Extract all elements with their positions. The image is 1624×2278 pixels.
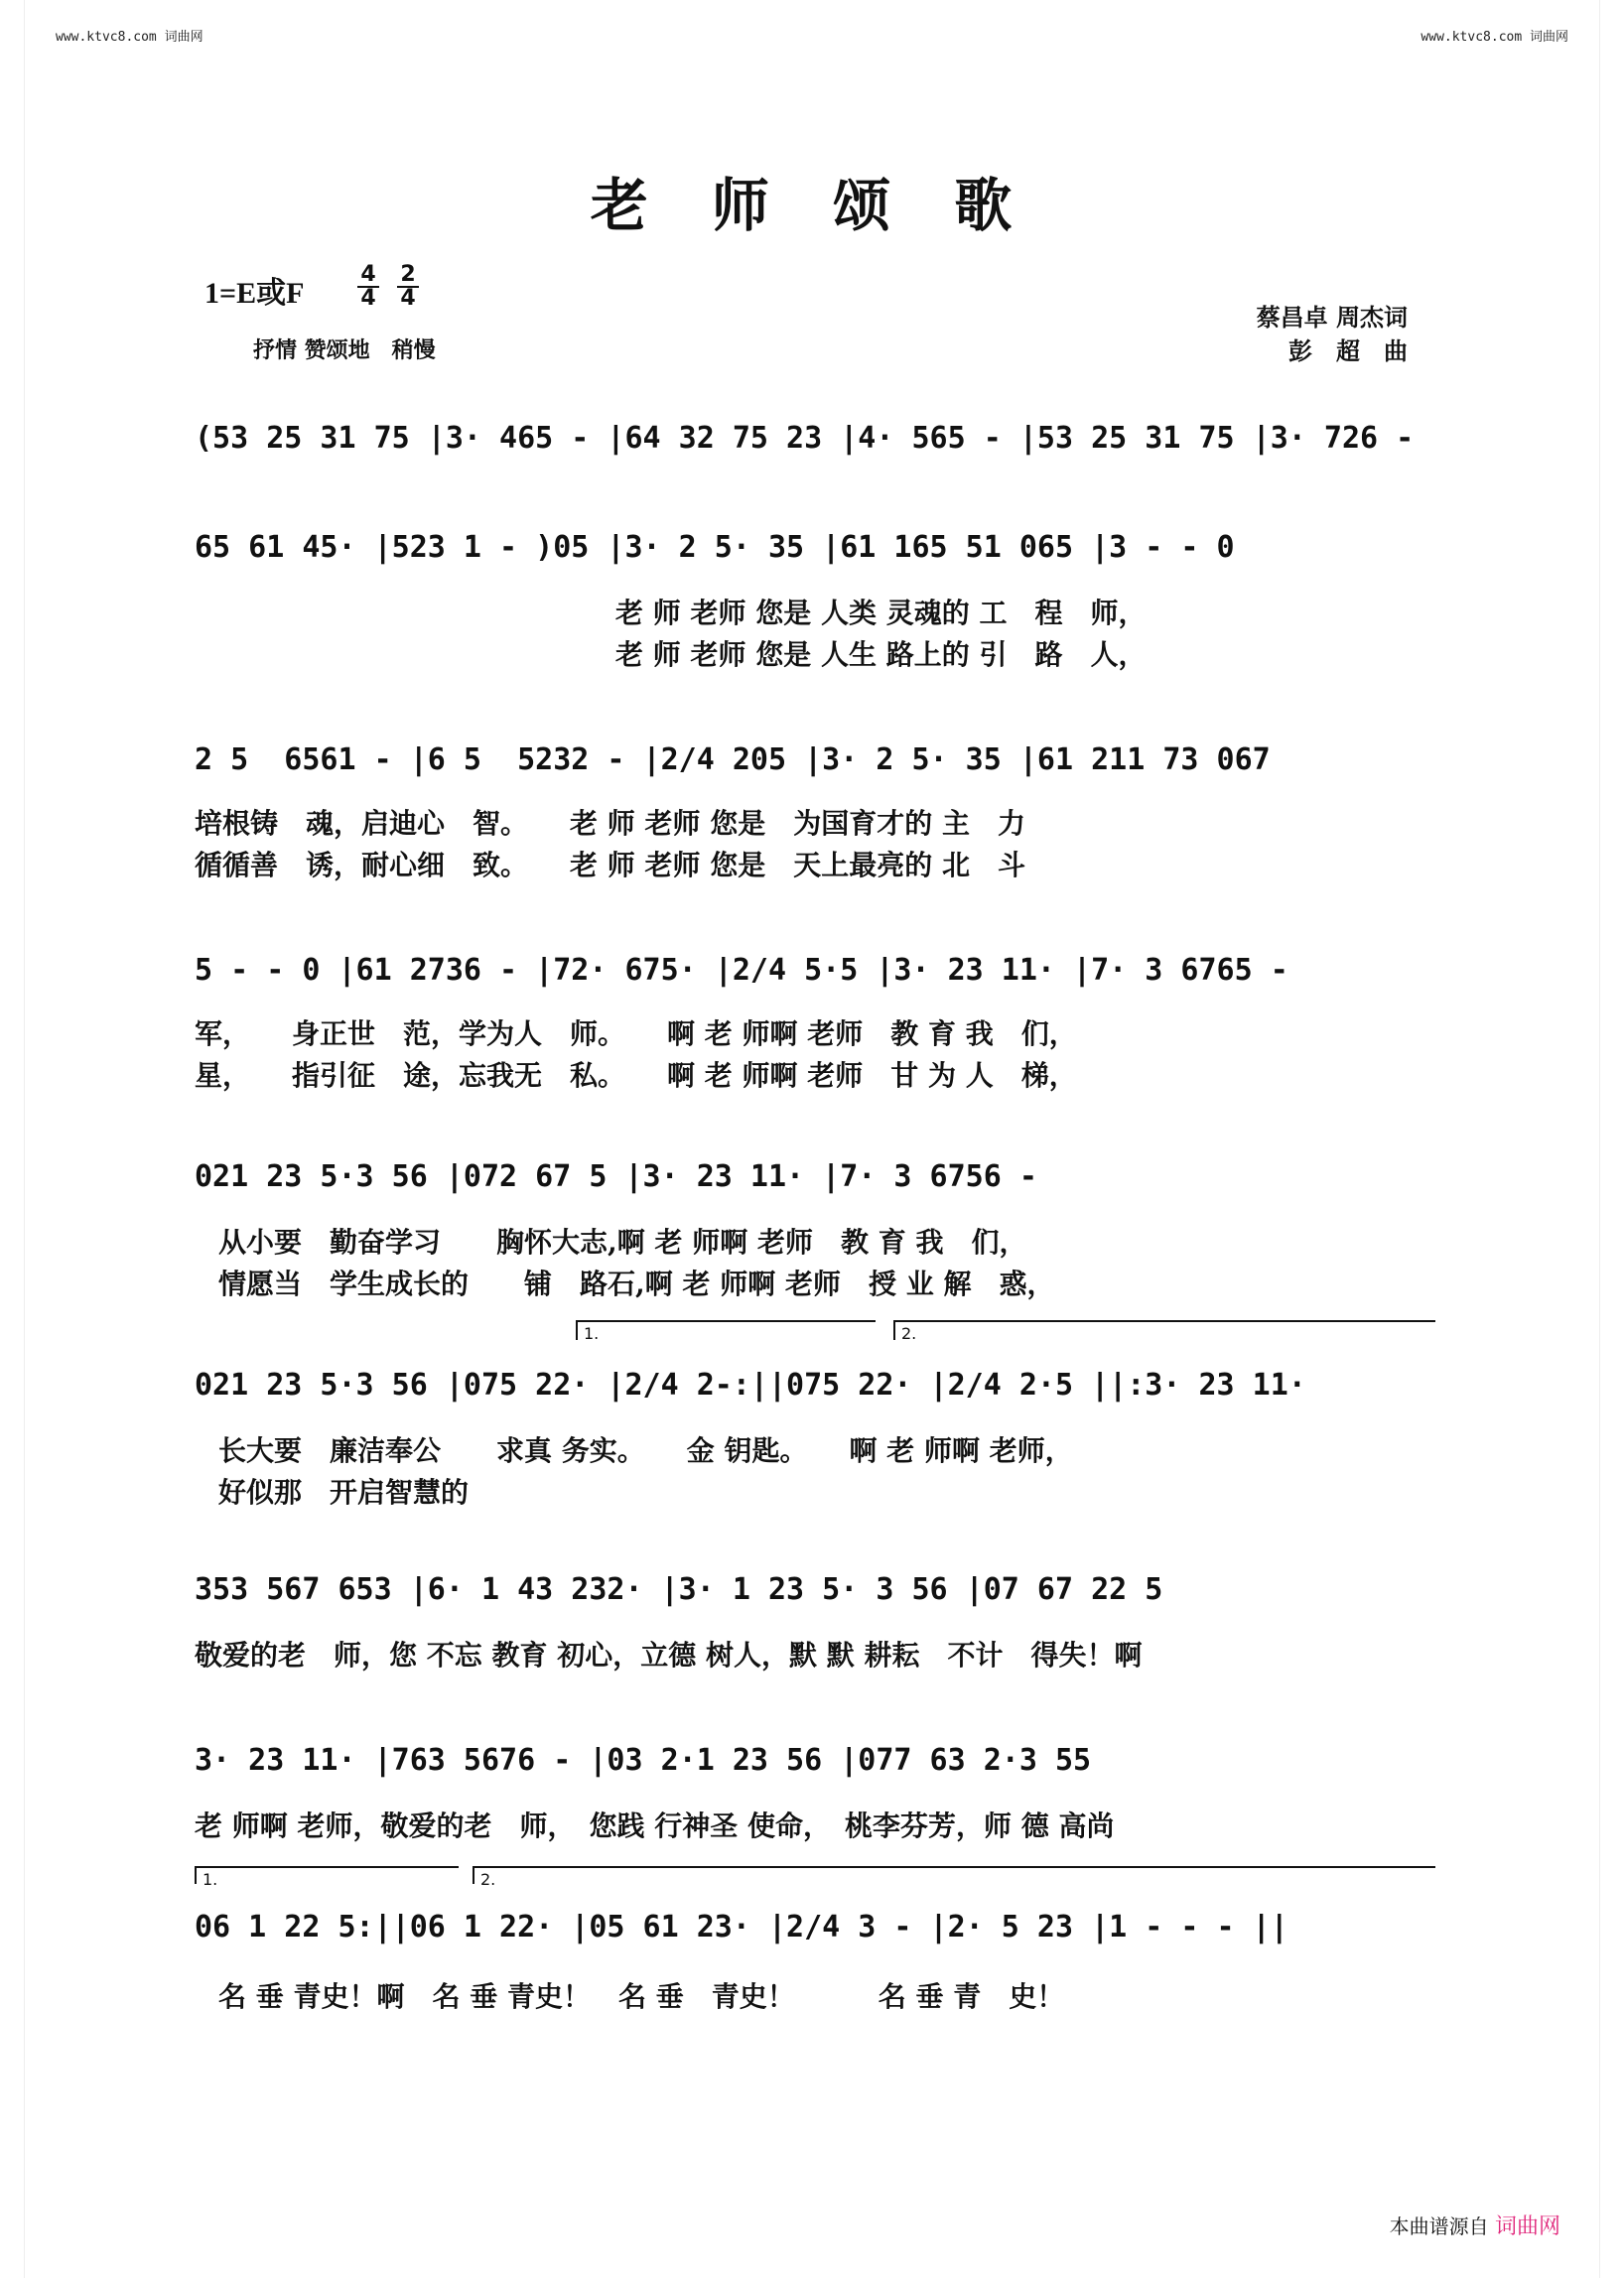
left-margin-strip [0, 0, 25, 2278]
volta-1-label: 1. [584, 1324, 600, 1343]
lyric-line-2b: 老 师 老师 您是 人生 路上的 引 路 人， [615, 638, 1147, 671]
lyric-line-6b: 好似那 开启智慧的 [218, 1476, 470, 1509]
lyric-line-6a: 长大要 廉洁奉公 求真 务实。 金 钥匙。 啊 老 师啊 老师， [218, 1434, 1073, 1467]
time-signature-1 [357, 264, 379, 310]
volta-end-1-label: 1. [203, 1870, 218, 1889]
time-signature-2-bottom: 4 [400, 286, 416, 311]
lyric-line-3b: 循循善 诱，耐心细 致。 老 师 老师 您是 天上最亮的 北 斗 [195, 849, 1025, 881]
header-site-left[interactable]: www.ktvc8.com 词曲网 [56, 30, 203, 45]
lyric-line-5a: 从小要 勤奋学习 胸怀大志,啊 老 师啊 老师 教 育 我 们， [218, 1226, 1027, 1259]
lyric-line-5b: 情愿当 学生成长的 铺 路石,啊 老 师啊 老师 授 业 解 惑， [218, 1268, 1055, 1300]
footer-source [1390, 2210, 1560, 2240]
lyricist-credit: 蔡昌卓 周杰词 [1256, 304, 1408, 332]
score-line-1: (53 25 31 75 |3· 465 - |64 32 75 23 |4· 565 - |53 25 31 75 |3· 726 - [195, 421, 1415, 456]
time-signature-1-top: 4 [357, 264, 379, 288]
lyric-line-4b: 星， 指引征 途，忘我无 私。 啊 老 师啊 老师 甘 为 人 梯， [195, 1059, 1077, 1092]
composer-credit: 彭 超 曲 [1288, 337, 1408, 365]
footer-brand-link[interactable]: 词曲网 [1494, 2214, 1560, 2239]
time-signature-2-top: 2 [397, 264, 419, 288]
score-line-6: 021 23 5·3 56 |075 22· |2/4 2-:||075 22· |2/4 2·5 ||:3· 23 11· [195, 1368, 1306, 1403]
tempo-marking: 抒情 赞颂地 稍慢 [253, 338, 436, 363]
header-site-right[interactable]: www.ktvc8.com 词曲网 [1421, 30, 1568, 45]
lyric-line-9: 名 垂 青史！啊 名 垂 青史！ 名 垂 青史！ 名 垂 青 史！ [218, 1980, 1065, 2013]
time-signature-2 [397, 264, 419, 310]
lyric-line-3a: 培根铸 魂，启迪心 智。 老 师 老师 您是 为国育才的 主 力 [195, 807, 1025, 840]
volta-end-1-bracket [195, 1866, 459, 1889]
footer-source-text: 本曲谱源自 [1389, 2214, 1489, 2238]
score-line-2: 65 61 45· |523 1 - )05 |3· 2 5· 35 |61 165 51 065 |3 - - 0 [195, 530, 1235, 565]
score-line-9: 06 1 22 5:||06 1 22· |05 61 23· |2/4 3 - |2· 5 23 |1 - - - || [195, 1910, 1288, 1944]
volta-2-label: 2. [901, 1324, 917, 1343]
lyric-line-4a: 军， 身正世 范，学为人 师。 啊 老 师啊 老师 教 育 我 们， [195, 1017, 1077, 1050]
score-line-7: 353 567 653 |6· 1 43 232· |3· 1 23 5· 3 56 |07 67 22 5 [195, 1572, 1163, 1607]
score-line-3: 2 5 6561 - |6 5 5232 - |2/4 205 |3· 2 5· 35 |61 211 73 067 [195, 742, 1271, 777]
volta-end-2-label: 2. [480, 1870, 496, 1889]
right-margin-strip [1599, 0, 1624, 2278]
score-line-4: 5 - - 0 |61 2736 - |72· 675· |2/4 5·5 |3· 23 11· |7· 3 6765 - [195, 953, 1288, 988]
lyric-line-8: 老 师啊 老师，敬爱的老 师， 您践 行神圣 使命， 桃李芬芳，师 德 高尚 [195, 1809, 1115, 1842]
time-signature-1-bottom: 4 [360, 286, 376, 311]
score-line-8: 3· 23 11· |763 5676 - |03 2·1 23 56 |077 63 2·3 55 [195, 1743, 1092, 1778]
score-line-5: 021 23 5·3 56 |072 67 5 |3· 23 11· |7· 3 6756 - [195, 1159, 1037, 1194]
song-title: 老 师 颂 歌 [590, 172, 1034, 239]
volta-1-bracket [576, 1320, 876, 1343]
volta-2-bracket [893, 1320, 1435, 1343]
key-signature: 1=E或F [204, 277, 305, 310]
volta-end-2-bracket [473, 1866, 1435, 1889]
lyric-line-2a: 老 师 老师 您是 人类 灵魂的 工 程 师， [615, 597, 1147, 629]
lyric-line-7: 敬爱的老 师，您 不忘 教育 初心，立德 树人，默 默 耕耘 不计 得失！啊 [195, 1639, 1143, 1672]
